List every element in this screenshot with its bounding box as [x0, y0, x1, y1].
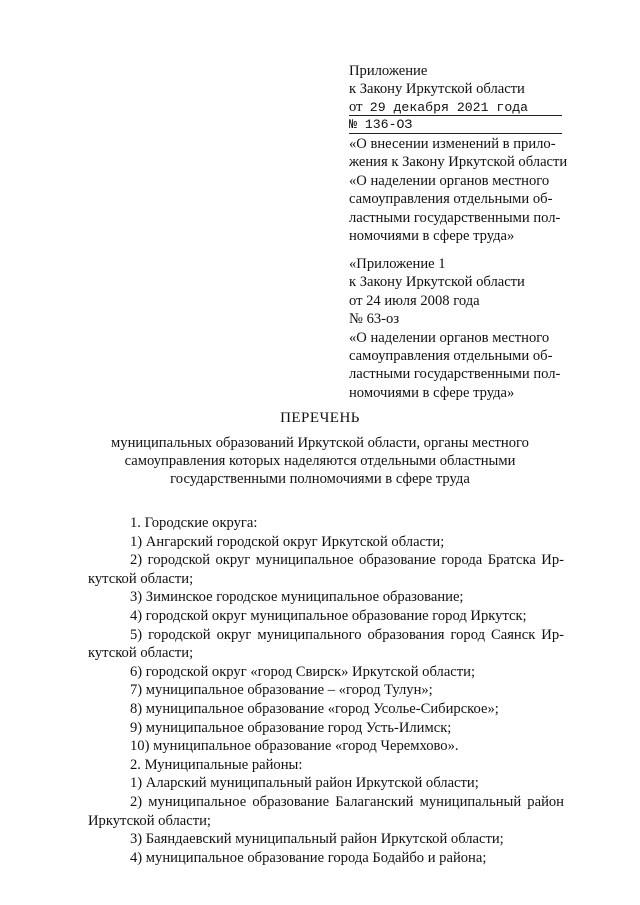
municipality-list: [88, 514, 564, 867]
section-heading: 1. Городские округа:: [130, 515, 258, 531]
subtitle-line: самоуправления которых наделяются отдельными областными: [124, 453, 516, 470]
list-item: 1) Аларский муниципальный район Иркутской области;: [130, 775, 479, 792]
appendix-line: к Закону Иркутской области: [349, 274, 525, 291]
list-item: 4) городской округ муниципальное образование город Иркутск;: [130, 607, 527, 624]
header-line-1: Приложение: [349, 63, 428, 79]
amend-line: ластными государственными пол-: [349, 209, 561, 226]
header-line-2: к Закону Иркутской области: [349, 81, 525, 97]
list-item-continuation: кутской области;: [88, 570, 194, 587]
list-item: 8) муниципальное образование «город Усолье-Сибирское»;: [130, 700, 499, 717]
list-item: 4) муниципальное образование города Бодайбо и района;: [130, 849, 487, 866]
header-law-number: № 136-ОЗ: [349, 117, 413, 132]
list-item: 1) Ангарский городской округ Иркутской области;: [130, 533, 445, 550]
date-underline: [349, 115, 562, 116]
document-title: ПЕРЕЧЕНЬ: [280, 410, 360, 426]
list-item-continuation: кутской области;: [88, 645, 194, 662]
appendix-line: № 63-оз: [349, 311, 400, 328]
list-item: 2) муниципальное образование Балаганский муниципальный район: [130, 793, 564, 810]
amend-line: жения к Закону Иркутской области: [349, 154, 568, 171]
amend-line: «О наделении органов местного: [349, 172, 550, 189]
appendix-line: номочиями в сфере труда»: [349, 384, 515, 401]
subtitle-line: государственными полномочиями в сфере труда: [170, 471, 470, 488]
header-date: 29 декабря 2021 года: [369, 100, 529, 115]
amend-line: номочиями в сфере труда»: [349, 228, 515, 245]
list-item: 9) муниципальное образование город Усть-Илимск;: [130, 719, 452, 736]
appendix-line: «О наделении органов местного: [349, 329, 550, 346]
section-heading: 2. Муниципальные районы:: [130, 756, 303, 773]
amend-line: «О внесении изменений в прило-: [349, 136, 556, 152]
appendix-header: [349, 62, 528, 134]
header-line-3: [349, 98, 528, 116]
document-subtitle: [92, 434, 548, 489]
subtitle-line: муниципальных образований Иркутской области, органы местного: [111, 435, 529, 451]
header-date-prefix: от: [349, 99, 363, 115]
list-item: 5) городской округ муниципального образования город Саянск Ир-: [130, 626, 564, 643]
appendix-1-block: [349, 255, 579, 402]
appendix-line: «Приложение 1: [349, 256, 446, 272]
list-item: 3) Зиминское городское муниципальное образование;: [130, 589, 464, 606]
appendix-line: самоуправления отдельными об-: [349, 348, 553, 365]
list-item: 7) муниципальное образование – «город Тулун»;: [130, 682, 433, 699]
list-item: 2) городской округ муниципальное образование города Братска Ир-: [130, 552, 564, 569]
appendix-line: от 24 июля 2008 года: [349, 292, 480, 309]
amend-line: самоуправления отдельными об-: [349, 191, 553, 208]
appendix-line: ластными государственными пол-: [349, 366, 561, 383]
list-item: 3) Баяндаевский муниципальный район Иркутской области;: [130, 831, 504, 848]
list-item-continuation: Иркутской области;: [88, 812, 211, 829]
list-item: 6) городской округ «город Свирск» Иркутской области;: [130, 663, 476, 680]
number-underline: [349, 133, 562, 134]
amendment-title: [349, 135, 579, 245]
list-item: 10) муниципальное образование «город Черемхово».: [130, 738, 459, 755]
